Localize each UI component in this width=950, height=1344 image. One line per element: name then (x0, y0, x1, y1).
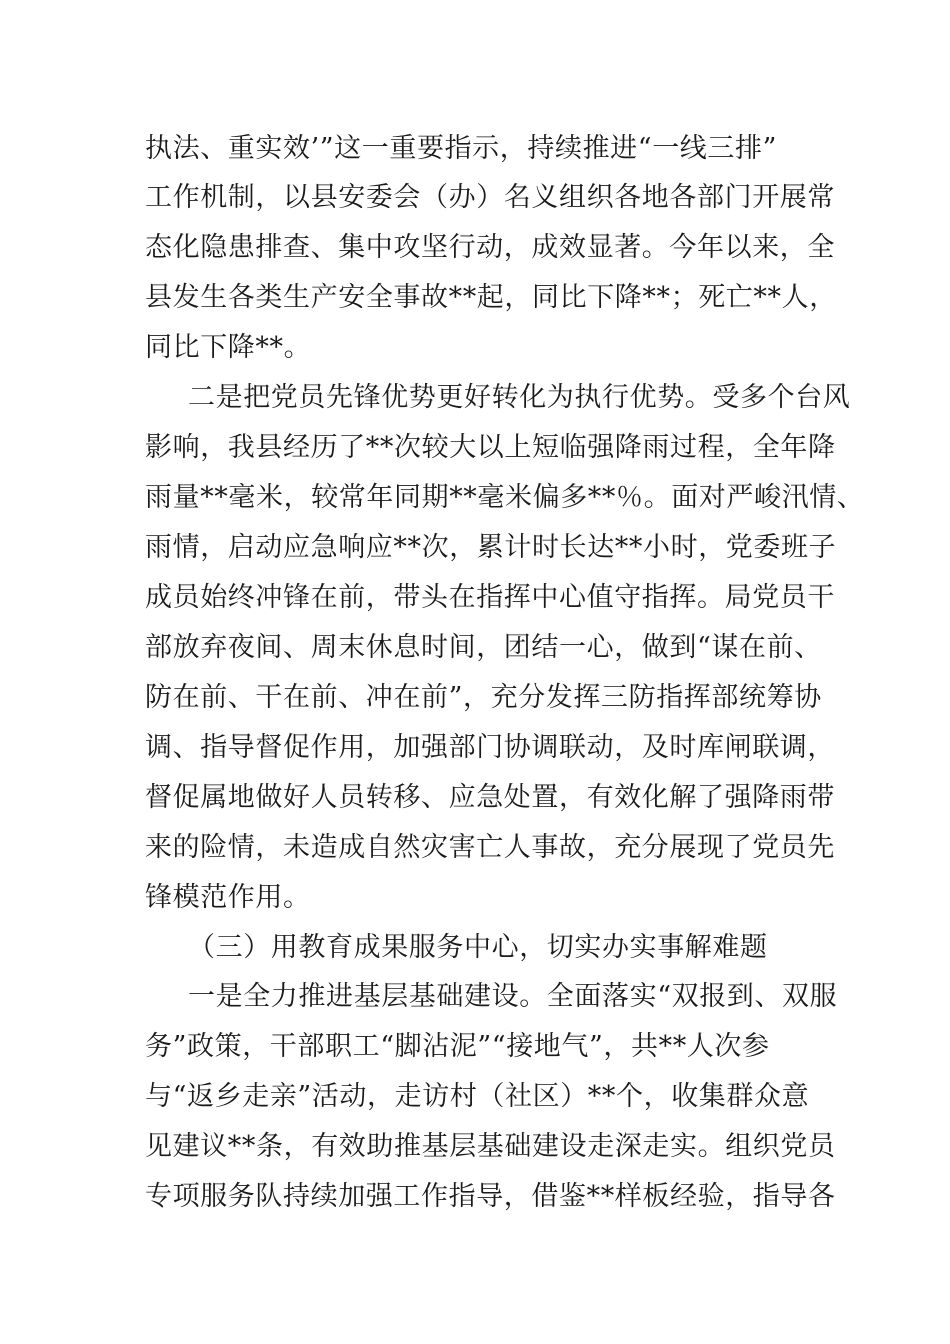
section-heading: （三）用教育成果服务中心，切实办实事解难题 (188, 932, 768, 963)
text-line: 来的险情，未造成自然灾害亡人事故，充分展现了党员先 (145, 832, 835, 863)
text-line: 成员始终冲锋在前，带头在指挥中心值守指挥。局党员干 (145, 582, 835, 613)
text-line: 执法、重实效’”这一重要指示，持续推进“一线三排” (145, 133, 777, 164)
text-line: 部放弃夜间、周末休息时间，团结一心，做到“谋在前、 (145, 632, 822, 663)
text-line: 防在前、干在前、冲在前”，充分发挥三防指挥部统筹协 (145, 682, 822, 713)
text-line: 见建议**条，有效助推基层基础建设走深走实。组织党员 (145, 1131, 836, 1162)
text-line: 督促属地做好人员转移、应急处置，有效化解了强降雨带 (145, 782, 835, 813)
text-line: 与“返乡走亲”活动，走访村（社区）**个，收集群众意 (145, 1081, 810, 1112)
text-line: 雨情，启动应急响应**次，累计时长达**小时，党委班子 (145, 532, 837, 563)
text-line: 工作机制，以县安委会（办）名义组织各地各部门开展常 (145, 182, 835, 213)
text-line: 影响，我县经历了**次较大以上短临强降雨过程，全年降 (145, 432, 836, 463)
text-line: 务”政策，干部职工“脚沾泥”“接地气”，共**人次参 (145, 1031, 770, 1062)
paragraph-start-line: 一是全力推进基层基础建设。全面落实“双报到、双服 (188, 981, 838, 1012)
text-line: 专项服务队持续加强工作指导，借鉴**样板经验，指导各 (145, 1181, 836, 1212)
paragraph-start-line: 二是把党员先锋优势更好转化为执行优势。受多个台风 (188, 382, 851, 413)
text-line: 同比下降**。 (145, 332, 312, 363)
text-line: 锋模范作用。 (145, 882, 311, 913)
text-line: 县发生各类生产安全事故**起，同比下降**；死亡**人， (145, 282, 837, 313)
text-line: 调、指导督促作用，加强部门协调联动，及时库闸联调， (145, 732, 835, 763)
text-line: 态化隐患排查、集中攻坚行动，成效显著。今年以来，全 (145, 232, 835, 263)
text-line: 雨量**毫米，较常年同期**毫米偏多**％。面对严峻汛情、 (145, 482, 865, 513)
